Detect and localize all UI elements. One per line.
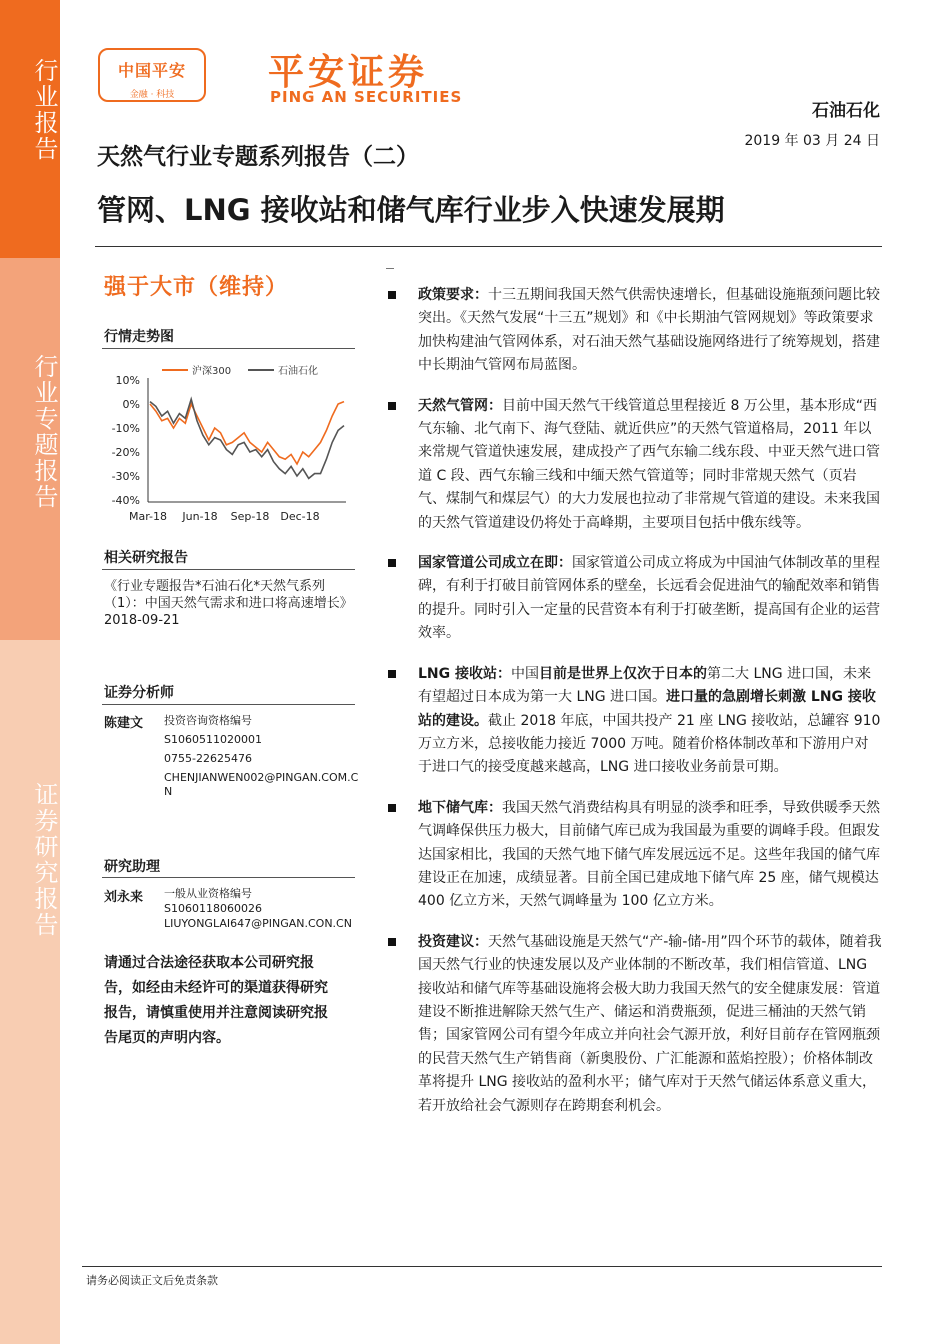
title-divider [95,246,882,247]
sidebar-segment-3 [0,640,60,1344]
bullet-icon [388,291,396,299]
bullet-lng [386,663,882,780]
sidebar-segment-1 [0,0,60,258]
bullet-label: 政策要求： [418,287,488,303]
x-tick-label: Sep-18 [230,510,270,523]
column-marker [386,268,394,269]
assistant-cert-label: 一般从业资格编号 [164,887,252,900]
assistant-info [164,886,364,931]
legend-label-petro: 石油石化 [278,366,318,377]
bullet-pipeline [386,395,882,535]
bullet-text: 第二大 LNG 进口国，未来有望超过日本成为第一大 LNG 进口国。 [418,665,872,706]
trend-divider [102,348,355,349]
related-heading: 相关研究报告 [104,550,188,566]
report-date: 2019 年 03 月 24 日 [744,133,880,149]
bullet-label: LNG 接收站： [418,665,512,682]
pingan-logo [98,48,206,102]
x-tick-label: Jun-18 [182,510,218,523]
logo-subtext: 金融 · 科技 [129,90,175,100]
page-title: 管网、LNG 接收站和储气库行业步入快速发展期 [97,193,725,227]
key-points [386,284,882,1135]
bullet-label: 国家管道公司成立在即： [418,555,572,572]
bullet-label: 地下储气库： [418,799,502,816]
series-title: 天然气行业专题系列报告（二） [97,144,419,170]
series-line-hs300 [150,402,344,464]
bullet-label: 投资建议： [418,933,488,950]
y-tick-label: -20% [111,446,140,459]
bullet-policy [386,284,882,378]
assistant-cert: S1060118060026 [164,902,262,915]
bullet-investment [386,931,882,1118]
bullet-icon [388,938,396,946]
analyst-name: 陈建文 [104,716,144,731]
bullet-emphasis: 进口量的急剧增长刺激 LNG 接收站的建设。 [418,689,876,729]
legend [162,364,318,377]
industry-label: 石油石化 [812,101,880,121]
analyst-divider [102,704,355,705]
brand-name-cn: 平安证券 [268,52,429,93]
y-tick-label: -40% [111,494,140,507]
sidebar-label-1: 行业报告 [30,58,58,162]
assistant-email: LIUYONGLAI647@PINGAN.CON.CN [164,917,352,930]
rating-badge: 强于大市（维持） [104,275,289,300]
bullet-text: 我国天然气消费结构具有明显的淡季和旺季，导致供暖季天然气调峰保供压力极大，目前储气库已成为我国最为重要的调峰手段。但跟发达国家相比，我国的天然气地下储气库发展远远不足。这些年我国的储气库建设正在加速，成绩显著。目前全国已建成地下储气库 25 座，储气规模达 400 亿立方米，天然气调峰量为 100 亿立方米。 [418,799,880,910]
bullet-text: 目前中国天然气干线管道总里程接近 8 万公里，基本形成“西气东输、北气南下、海气登陆、就近供应”的天然气管道格局，2011 年以来常规气管道快速发展，建成投产了西气东输二线东段、中亚天然气进口管道 C 段、西气东输三线和中缅天然气管道等；同时非常规天然气（页岩气、煤制气和煤层气）的大力发展也拉动了非常规气管道的建设。未来我国的天然气管道建设仍将处于高峰期，主要项目包括中俄东线等。 [418,397,880,531]
assistant-heading: 研究助理 [104,859,160,875]
trend-heading: 行情走势图 [104,329,174,345]
bullet-text: 十三五期间我国天然气供需快速增长，但基础设施瓶颈问题比较突出。《天然气发展“十三五”规划》和《中长期油气管网规划》等政策要求加快构建油气管网体系，对石油天然气基础设施网络进行了统筹规划，搭建中长期油气管网布局蓝图。 [418,287,880,374]
bullet-label: 天然气管网： [418,397,502,414]
x-tick-label: Mar-18 [128,510,168,523]
sidebar-label-3: 证券研究报告 [30,782,58,938]
y-tick-label: 10% [115,374,140,387]
assistant-divider [102,877,355,878]
bullet-text: 中国 [511,665,540,682]
bullet-text: 天然气基础设施是天然气“产-输-储-用”四个环节的载体，随着我国天然气行业的快速发展以及产业体制的不断改革，我们相信管道、LNG 接收站和储气库等基础设施将会极大助力我国天然气的安全健康发展：管道建设不断推进解除天然气生产、储运和消费瓶颈，促进三桶油的天然气销售；国家管网公司有望今年成立并向社会气源开放，利好目前存在管网瓶颈的民营天然气生产销售商（新奥股份、广汇能源和蓝焰控股）；价格体制改革将提升 LNG 接收站的盈利水平；储气库对于天然气储运体系意义重大，若开放给社会气源则存在跨期套利机会。 [418,933,882,1114]
sidebar-label-2: 行业专题报告 [30,354,58,510]
related-divider [102,569,355,570]
analyst-info [164,711,364,799]
trend-chart [102,350,356,526]
x-tick-label: Dec-18 [280,510,320,523]
footer-disclaimer: 请务必阅读正文后免责条款 [86,1274,218,1287]
y-tick-label: -30% [111,470,140,483]
bullet-storage [386,797,882,914]
legend-label-hs300: 沪深300 [192,366,232,377]
analyst-cert: S1060511020001 [164,733,262,746]
bullet-icon [388,670,396,678]
assistant-name: 刘永来 [104,890,144,905]
legal-notice: 请通过合法途径获取本公司研究报告，如经由未经许可的渠道获得研究报告，请慎重使用并注意阅读研究报告尾页的声明内容。 [104,955,328,1046]
footer-divider [82,1266,882,1267]
bullet-national-pipeline [386,552,882,646]
logo-text: 中国平安 [117,61,186,80]
bullet-text: 截止 2018 年底，中国共投产 21 座 LNG 接收站，总罐容 910 万立方米，总接收能力接近 7000 万吨。随着价格体制改革和下游用户对于进口气的接受度越来越高，LNG 进口接收业务前景可期。 [418,712,881,776]
sidebar-segment-2 [0,258,60,640]
bullet-icon [388,559,396,567]
brand-name-en: PING AN SECURITIES [270,88,463,106]
bullet-icon [388,402,396,410]
bullet-emphasis: 目前是世界上仅次于日本的 [539,665,708,682]
analyst-cert-label: 投资咨询资格编号 [164,714,252,727]
bullet-icon [388,804,396,812]
analyst-phone: 0755-22625476 [164,752,252,765]
related-report: 《行业专题报告*石油石化*天然气系列（1）：中国天然气需求和进口将高速增长》 2018-09-21 [104,579,353,628]
y-axis-ticks [112,374,140,507]
analyst-email: CHENJIANWEN002@PINGAN.COM.CN [164,771,359,798]
x-axis-ticks [129,510,320,523]
y-tick-label: 0% [122,398,140,411]
y-tick-label: -10% [111,422,140,435]
analyst-heading: 证券分析师 [104,685,174,701]
bullet-text: 国家管道公司成立将成为中国油气体制改革的里程碑，有利于打破目前管网体系的壁垒，长远看会促进油气的输配效率和销售的提升。同时引入一定量的民营资本有利于打破垄断，提高国有企业的运营效率。 [418,555,880,642]
